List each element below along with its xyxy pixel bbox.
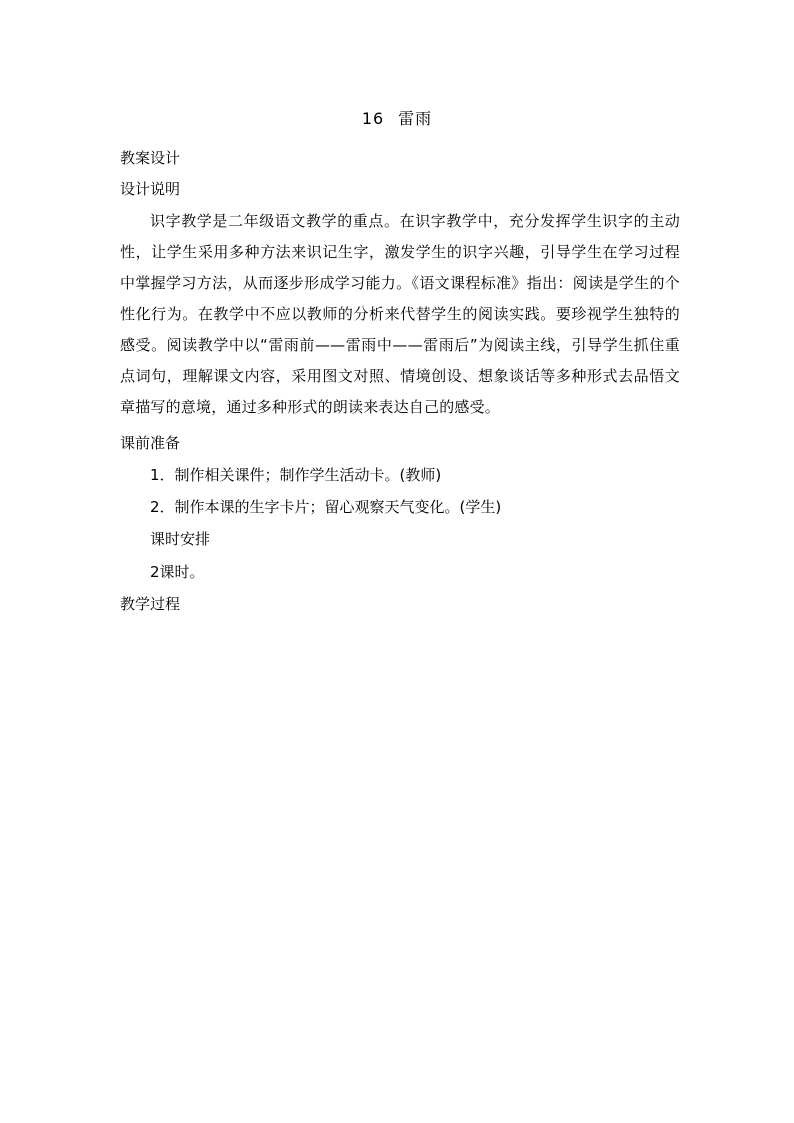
- heading-schedule: 课时安排: [150, 530, 211, 548]
- schedule-text: 2课时。: [150, 563, 205, 581]
- prep-item: 1．制作相关课件；制作学生活动卡。(教师): [150, 466, 442, 484]
- heading-lesson-design: 教案设计: [120, 149, 181, 167]
- page-title: [0, 106, 794, 129]
- lesson-number: 16: [361, 109, 385, 128]
- design-paragraph: 识字教学是二年级语文教学的重点。在识字教学中，充分发挥学生识字的主动性，让学生采用多种方法来识记生字，激发学生的识字兴趣，引导学生在学习过程中掌握学习方法，从而逐步形成学习能力。《语文课程标准》指出：阅读是学生的个性化行为。在教学中不应以教师的分析来代替学生的阅读实践。要珍视学生独特的感受。阅读教学中以“雷雨前——雷雨中——雷雨后”为阅读主线，引导学生抓住重点词句，理解课文内容，采用图文对照、情境创设、想象谈话等多种形式去品悟文章描写的意境，通过多种形式的朗读来表达自己的感受。: [120, 212, 680, 416]
- heading-design-note: 设计说明: [120, 180, 181, 198]
- heading-process: 教学过程: [120, 595, 181, 613]
- heading-preparation: 课前准备: [120, 434, 181, 452]
- prep-item: 2．制作本课的生字卡片；留心观察天气变化。(学生): [150, 498, 502, 516]
- lesson-title: 雷雨: [398, 109, 433, 128]
